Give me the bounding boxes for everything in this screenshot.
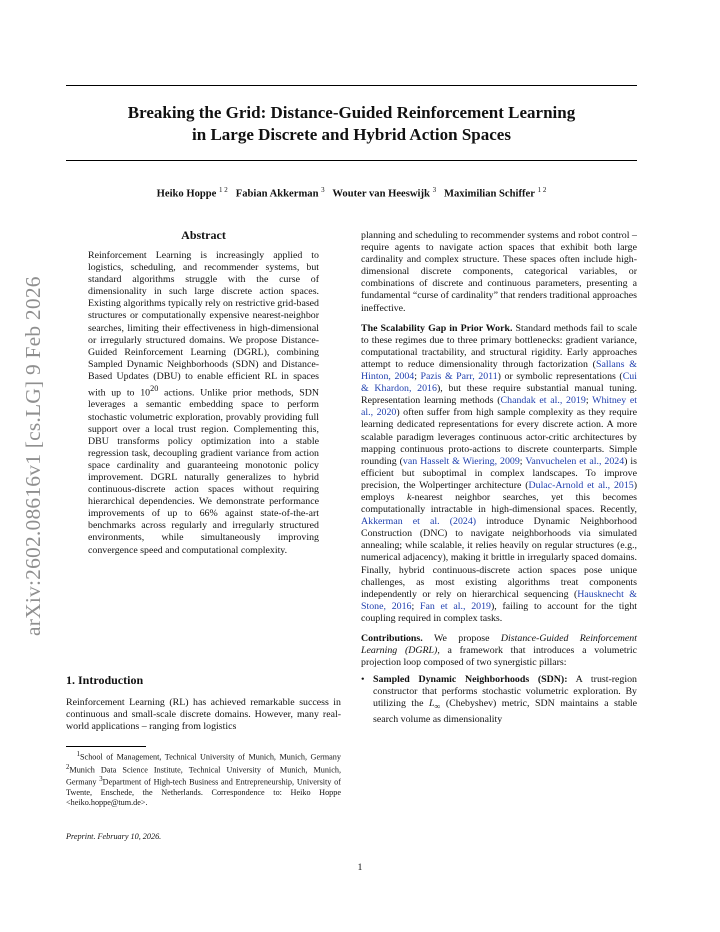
title-bottom-rule <box>66 160 637 161</box>
citation-link[interactable]: Whitney et al., 2020 <box>361 395 637 419</box>
preprint-notice: Preprint. February 10, 2026. <box>66 832 162 841</box>
introduction-text <box>66 697 341 733</box>
citation-link[interactable]: Cui & Khardon, 2016 <box>361 371 637 395</box>
abstract-exponent: 20 <box>150 384 159 394</box>
abstract-heading: Abstract <box>181 228 226 242</box>
author-name: Wouter van Heeswijk <box>332 188 430 200</box>
paragraph-text: ; <box>411 600 420 612</box>
paper-title <box>66 102 637 146</box>
paragraph-text: ; <box>585 395 593 407</box>
footnote-text: Department of High-tech Business and Entrepreneurship, University of Twente, Enschede, the Netherlands. Correspondence to: Heiko Hoppe <heiko.hoppe@tum.de>. <box>66 778 341 808</box>
intro-paragraph: Reinforcement Learning (RL) has achieved remarkable success in continuous and small-scale discrete domains. However, many real-world applications – ranging from logistics <box>66 697 341 733</box>
affiliation-footnote <box>66 750 341 808</box>
paragraph-text: , a framework that introduces a volumetric projection loop composed of two synergistic pillars: <box>361 645 637 669</box>
math-symbol: k <box>406 491 412 503</box>
method-name: Distance-Guided Reinforcement Learning (DGRL) <box>361 633 637 657</box>
list-item <box>373 674 637 725</box>
author-name: Maximilian Schiffer <box>444 188 535 200</box>
citation-link[interactable]: Hausknecht & Stone, 2016 <box>361 588 637 612</box>
contributions-paragraph <box>361 633 637 669</box>
paragraph-text: ) often suffer from high sample complexity as they require learning dedicated representations for every discrete action. A more scalable paradigm leverages continuous actor-critic architectures by mapping continuous proto-actions to discrete counterparts. Simple rounding ( <box>361 407 637 467</box>
paragraph-lead: The Scalability Gap in Prior Work. <box>361 322 513 334</box>
footnote-marker: 3 <box>99 776 103 784</box>
author-affiliation: 3 <box>321 186 325 194</box>
paragraph-text: ), but these require substantial manual tuning. Representation learning methods ( <box>361 383 638 407</box>
paragraph-text: -nearest neighbor searches, yet this becomes computationally intractable in high-dimensional spaces. Recently, <box>361 491 637 516</box>
paragraph-text: ) or symbolic representations ( <box>497 371 623 383</box>
contributions-list <box>361 674 637 725</box>
paragraph-text: ; <box>519 455 526 467</box>
paragraph-lead: Contributions. <box>361 633 423 644</box>
list-item-text: (Chebyshev) metric, SDN maintains a stable search volume as dimensionality <box>373 698 638 725</box>
author-name: Heiko Hoppe <box>156 188 217 200</box>
intro-paragraph: planning and scheduling to recommender systems and robot control – require agents to navigate action spaces that exhibit both large cardinality and complex structure. These spaces often include high-dimensional discrete components, categorical variables, or combinations of discrete and continuous parameters, presenting a fundamental “curse of cardinality” that renders traditional approaches ineffective. <box>361 230 637 314</box>
paragraph-text: ) employs <box>361 479 637 503</box>
title-line-2: in Large Discrete and Hybrid Action Spaces <box>192 125 511 144</box>
citation-link[interactable]: Vanvuchelen et al., 2024 <box>525 455 625 467</box>
abstract-text-part: actions. Unlike prior methods, SDN leverages a semantic embedding space to perform stochastic volumetric exploration, provably providing full support over a local trust region. Complementing this, DBU transforms policy optimization into a stable regression task, decoupling gradient variance from action space cardinality and guaranteeing monotonic policy improvement. DGRL naturally generalizes to hybrid continuous-discrete action spaces without requiring hierarchical dependencies. We demonstrate performance improvements of up to 66% against state-of-the-art benchmarks across regularly and irregularly structured environments, while simultaneously improving convergence speed and computational complexity. <box>88 387 319 556</box>
citation-link[interactable]: Pazis & Parr, 2011 <box>420 371 498 383</box>
abstract-text <box>88 250 319 557</box>
title-top-rule <box>66 85 637 86</box>
citation-link[interactable]: Sallans & Hinton, 2004 <box>361 358 637 383</box>
citation-link[interactable]: Dulac-Arnold et al., 2015 <box>528 479 634 491</box>
paragraph-text: We propose <box>422 633 501 644</box>
scalability-gap-paragraph <box>361 323 637 625</box>
paragraph-text: ; <box>414 371 421 383</box>
paragraph-text: introduce Dynamic Neighborhood Construction (DNC) to navigate neighborhoods via simulated annealing; while scalable, it relies heavily on regular structures (e.g., numerical adjacency), making it brittle in irregularly spaced domains. Finally, hybrid continuous-discrete action spaces pose unique challenges, as most existing algorithms treat components independently or rely on hierarchical sequencing ( <box>361 516 637 600</box>
title-line-1: Breaking the Grid: Distance-Guided Reinforcement Learning <box>127 103 576 122</box>
section-heading-introduction: 1. Introduction <box>66 673 144 687</box>
paragraph-text: ) is efficient but suboptimal in complex landscapes. To improve precision, the Wolpertinger architecture ( <box>361 455 637 491</box>
list-item-text: A trust-region constructor that performs stochastic volumetric exploration. By utilizing the <box>373 674 637 710</box>
paragraph-text: Standard methods fail to scale to these regimes due to three primary bottlenecks: gradient variance, computational tractability, and structural rigidity. Early approaches attempt to reduce dimensionality through factorization ( <box>361 322 637 370</box>
footnote-rule <box>66 746 146 747</box>
abstract-text-part: Reinforcement Learning is increasingly applied to logistics, scheduling, and recommender systems, but standard algorithms struggle with the curse of dimensionality in such large discrete action spaces. Existing algorithms typically rely on restrictive grid-based structures or computationally expensive nearest-neighbor searches, limiting their effectiveness in high-dimensional or irregularly structured domains. We propose Distance-Guided Reinforcement Learning (DGRL), combining Sampled Dynamic Neighborhoods (SDN) and Distance-Based Updates (DBU) to enable efficient RL in spaces with up to 10 <box>88 250 319 399</box>
paragraph-text: ), failing to account for the tight coupling required in complex tasks. <box>361 600 638 624</box>
author-affiliation: 3 <box>432 186 437 194</box>
arxiv-stamp: arXiv:2602.08616v1 [cs.LG] 9 Feb 2026 <box>21 276 45 636</box>
math-symbol: L <box>428 698 435 710</box>
citation-link[interactable]: Akkerman et al. (2024) <box>361 516 477 528</box>
page-number: 1 <box>357 862 363 873</box>
author-affiliation: 1 2 <box>537 186 547 194</box>
right-column <box>361 230 637 726</box>
author-name: Fabian Akkerman <box>235 188 319 200</box>
footnote-text: School of Management, Technical University of Munich, Munich, Germany <box>80 752 341 762</box>
footnote-text: Munich Data Science Institute, Technical University of Munich, Munich, Germany <box>66 765 341 788</box>
citation-link[interactable]: Chandak et al., 2019 <box>500 395 586 407</box>
list-item-lead: Sampled Dynamic Neighborhoods (SDN): <box>373 674 568 686</box>
citation-link[interactable]: van Hasselt & Wiering, 2009 <box>402 455 520 467</box>
author-list <box>66 186 637 200</box>
math-subscript: ∞ <box>434 702 441 712</box>
citation-link[interactable]: Fan et al., 2019 <box>419 600 491 612</box>
footnote-marker: 2 <box>66 763 70 771</box>
author-affiliation: 1 2 <box>219 186 228 194</box>
footnote-marker: 1 <box>76 751 80 758</box>
